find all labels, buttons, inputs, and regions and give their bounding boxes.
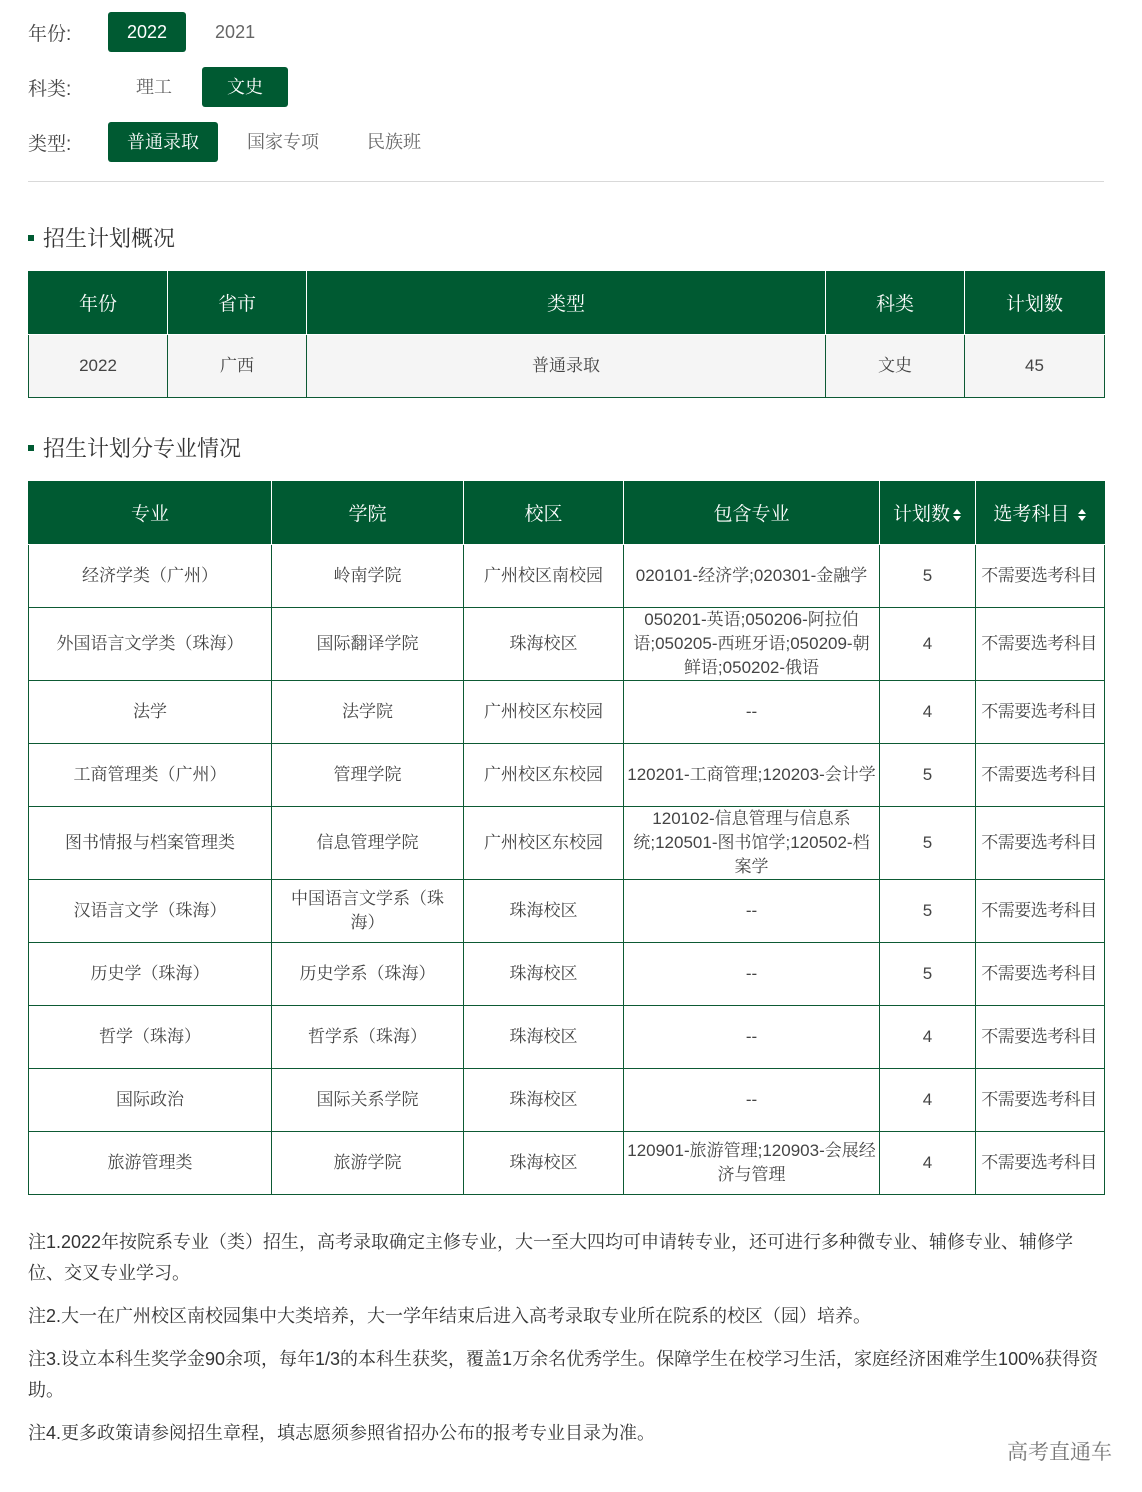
- bullet-icon: [28, 235, 34, 241]
- cell-included-majors: 020101-经济学;020301-金融学: [624, 544, 880, 607]
- cell-major: 工商管理类（广州）: [29, 743, 272, 806]
- majors-section-title: [28, 432, 241, 463]
- table-row: [29, 1131, 1105, 1194]
- type-option-regular[interactable]: 普通录取: [108, 122, 218, 162]
- note-3: 注3.设立本科生奖学金90余项，每年1/3的本科生获奖，覆盖1万余名优秀学生。保障学生在校学习生活，家庭经济困难学生100%获得资助。: [28, 1349, 1099, 1400]
- overview-header-row: [29, 271, 1105, 334]
- filter-label-year: 年份:: [28, 23, 72, 45]
- cell-campus: 珠海校区: [464, 1005, 624, 1068]
- cell-required-subjects: 不需要选考科目: [976, 743, 1105, 806]
- watermark: 高考直通车: [1007, 1441, 1112, 1464]
- header-required-subjects-label: 选考科目: [993, 503, 1070, 525]
- cell-plan-count: 5: [880, 544, 976, 607]
- cell-included-majors: 120901-旅游管理;120903-会展经济与管理: [624, 1131, 880, 1194]
- filter-label-subject: 科类:: [28, 78, 72, 100]
- year-option-2022[interactable]: 2022: [108, 12, 186, 52]
- cell-plan-count: 45: [965, 334, 1105, 397]
- cell-major: 哲学（珠海）: [29, 1005, 272, 1068]
- cell-subject: 文史: [826, 334, 965, 397]
- cell-college: 国际翻译学院: [272, 607, 464, 680]
- filter-row-year: [28, 12, 1104, 52]
- cell-plan-count: 5: [880, 743, 976, 806]
- cell-type: 普通录取: [307, 334, 826, 397]
- cell-college: 法学院: [272, 680, 464, 743]
- cell-province: 广西: [168, 334, 307, 397]
- subject-option-science[interactable]: 理工: [136, 77, 172, 97]
- cell-included-majors: --: [624, 680, 880, 743]
- table-row: [29, 607, 1105, 680]
- cell-college: 国际关系学院: [272, 1068, 464, 1131]
- cell-campus: 珠海校区: [464, 879, 624, 942]
- header-year: 年份: [29, 271, 168, 334]
- cell-college: 信息管理学院: [272, 806, 464, 879]
- type-option-national-special[interactable]: 国家专项: [247, 132, 319, 152]
- header-plan-count-label: 计划数: [892, 503, 950, 525]
- note-1: 注1.2022年按院系专业（类）招生，高考录取确定主修专业，大一至大四均可申请转专业，还可进行多种微专业、辅修专业、辅修学位、交叉专业学习。: [28, 1232, 1074, 1283]
- cell-major: 外国语言文学类（珠海）: [29, 607, 272, 680]
- cell-college: 历史学系（珠海）: [272, 942, 464, 1005]
- cell-college: 岭南学院: [272, 544, 464, 607]
- cell-required-subjects: 不需要选考科目: [976, 680, 1105, 743]
- subject-option-liberal-arts[interactable]: 文史: [202, 67, 288, 107]
- cell-major: 汉语言文学（珠海）: [29, 879, 272, 942]
- cell-major: 经济学类（广州）: [29, 544, 272, 607]
- header-campus: 校区: [464, 481, 624, 544]
- cell-plan-count: 4: [880, 1131, 976, 1194]
- header-plan-count-sortable[interactable]: [880, 481, 976, 544]
- header-province: 省市: [168, 271, 307, 334]
- header-major: 专业: [29, 481, 272, 544]
- header-required-subjects-sortable[interactable]: [976, 481, 1105, 544]
- filter-row-type: [28, 122, 1104, 162]
- table-row: [29, 942, 1105, 1005]
- cell-campus: 珠海校区: [464, 1068, 624, 1131]
- cell-plan-count: 5: [880, 879, 976, 942]
- year-option-2021[interactable]: 2021: [215, 22, 256, 42]
- cell-included-majors: --: [624, 1068, 880, 1131]
- cell-year: 2022: [29, 334, 168, 397]
- majors-table: [28, 481, 1105, 1195]
- cell-plan-count: 4: [880, 680, 976, 743]
- bullet-icon: [28, 445, 34, 451]
- cell-included-majors: --: [624, 942, 880, 1005]
- cell-major: 法学: [29, 680, 272, 743]
- majors-title-text: 招生计划分专业情况: [43, 436, 242, 461]
- cell-college: 旅游学院: [272, 1131, 464, 1194]
- header-included-majors: 包含专业: [624, 481, 880, 544]
- note-4: 注4.更多政策请参阅招生章程，填志愿须参照省招办公布的报考专业目录为准。: [28, 1423, 656, 1443]
- filter-label-type: 类型:: [28, 133, 72, 155]
- cell-plan-count: 5: [880, 942, 976, 1005]
- majors-header-row: [29, 481, 1105, 544]
- cell-campus: 广州校区东校园: [464, 680, 624, 743]
- table-row: [29, 1005, 1105, 1068]
- filter-row-subject: [28, 67, 1104, 107]
- cell-plan-count: 4: [880, 1068, 976, 1131]
- header-type: 类型: [307, 271, 826, 334]
- cell-required-subjects: 不需要选考科目: [976, 607, 1105, 680]
- header-college: 学院: [272, 481, 464, 544]
- cell-major: 旅游管理类: [29, 1131, 272, 1194]
- table-row: [29, 544, 1105, 607]
- cell-campus: 珠海校区: [464, 1131, 624, 1194]
- sort-icon[interactable]: [1078, 508, 1087, 522]
- cell-included-majors: --: [624, 1005, 880, 1068]
- cell-campus: 珠海校区: [464, 607, 624, 680]
- cell-included-majors: 120102-信息管理与信息系统;120501-图书馆学;120502-档案学: [624, 806, 880, 879]
- cell-included-majors: 120201-工商管理;120203-会计学: [624, 743, 880, 806]
- cell-college: 中国语言文学系（珠海）: [272, 879, 464, 942]
- divider: [28, 181, 1104, 182]
- cell-included-majors: --: [624, 879, 880, 942]
- cell-college: 管理学院: [272, 743, 464, 806]
- cell-major: 国际政治: [29, 1068, 272, 1131]
- table-row: [29, 879, 1105, 942]
- cell-required-subjects: 不需要选考科目: [976, 1005, 1105, 1068]
- cell-plan-count: 4: [880, 1005, 976, 1068]
- cell-included-majors: 050201-英语;050206-阿拉伯语;050205-西班牙语;050209-朝鲜语;050202-俄语: [624, 607, 880, 680]
- overview-title-text: 招生计划概况: [43, 226, 176, 251]
- cell-required-subjects: 不需要选考科目: [976, 544, 1105, 607]
- cell-campus: 珠海校区: [464, 942, 624, 1005]
- overview-section-title: [28, 222, 175, 253]
- filter-panel: [28, 12, 1104, 177]
- sort-icon[interactable]: [953, 508, 962, 522]
- header-subject: 科类: [826, 271, 965, 334]
- cell-major: 历史学（珠海）: [29, 942, 272, 1005]
- notes-section: [28, 1227, 1108, 1461]
- cell-major: 图书情报与档案管理类: [29, 806, 272, 879]
- note-2: 注2.大一在广州校区南校园集中大类培养，大一学年结束后进入高考录取专业所在院系的校区（园）培养。: [28, 1306, 872, 1326]
- cell-campus: 广州校区南校园: [464, 544, 624, 607]
- cell-required-subjects: 不需要选考科目: [976, 1131, 1105, 1194]
- cell-plan-count: 5: [880, 806, 976, 879]
- cell-campus: 广州校区东校园: [464, 743, 624, 806]
- header-plan-count: 计划数: [965, 271, 1105, 334]
- table-row: [29, 806, 1105, 879]
- table-row: [29, 334, 1105, 397]
- cell-plan-count: 4: [880, 607, 976, 680]
- table-row: [29, 743, 1105, 806]
- overview-table: [28, 271, 1105, 398]
- table-row: [29, 680, 1105, 743]
- type-option-ethnic-class[interactable]: 民族班: [367, 132, 421, 152]
- cell-required-subjects: 不需要选考科目: [976, 942, 1105, 1005]
- cell-college: 哲学系（珠海）: [272, 1005, 464, 1068]
- cell-required-subjects: 不需要选考科目: [976, 879, 1105, 942]
- cell-required-subjects: 不需要选考科目: [976, 1068, 1105, 1131]
- cell-campus: 广州校区东校园: [464, 806, 624, 879]
- table-row: [29, 1068, 1105, 1131]
- cell-required-subjects: 不需要选考科目: [976, 806, 1105, 879]
